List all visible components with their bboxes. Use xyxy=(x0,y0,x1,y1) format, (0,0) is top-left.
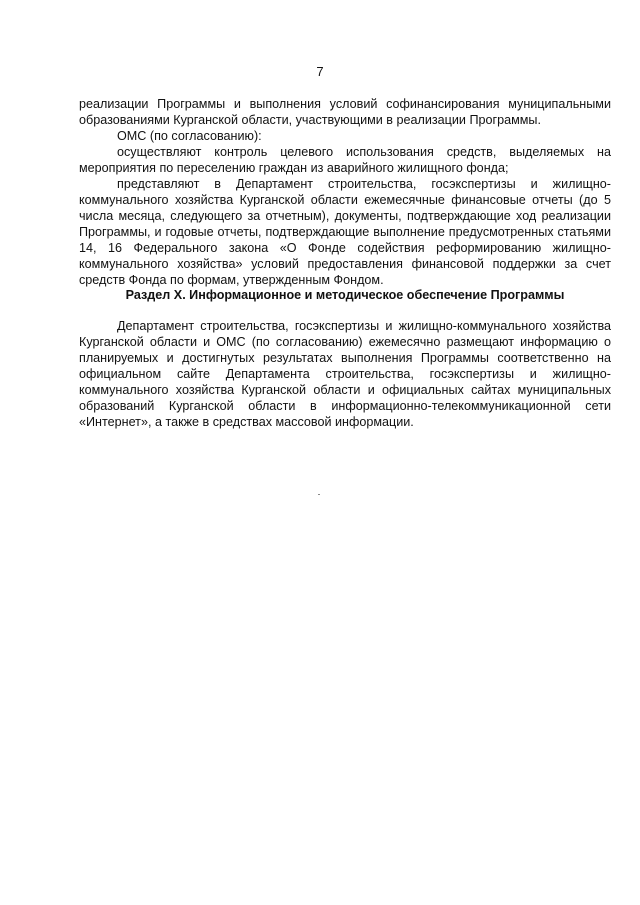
paragraph-oms-reports: представляют в Департамент строительства, госэкспертизы и жилищно-коммунального хозяйства Курганской области ежемесячные финансовые отчеты (до 5 числа месяца, следующего за отчетным), документы, подтверждающие ход реализации Программы, и годовые отчеты, подтверждающие выполнение предусмотренных статьями 14, 16 Федерального закона «О Фонде содействия реформированию жилищно-коммунального хозяйства» условий предоставления финансовой поддержки за счет средств Фонда по формам, утвержденным Фондом. xyxy=(79,177,611,287)
section-heading: Раздел X. Информационное и методическое обеспечение Программы xyxy=(125,288,565,302)
paragraph-information: Департамент строительства, госэкспертизы и жилищно-коммунального хозяйства Курганской области и ОМС (по согласованию) ежемесячно размещают информацию о планируемых и достигнутых результатах выполнения Программы соответственно на официальном сайте Департамента строительства, госэкспертизы и жилищно-коммунального хозяйства Курганской области и официальных сайтах муниципальных образований Курганской области в информационно-телекоммуникационной сети «Интернет», а также в средствах массовой информации. xyxy=(79,319,611,429)
paragraph-oms-control: осуществляют контроль целевого использования средств, выделяемых на мероприятия по переселению граждан из аварийного жилищного фонда; xyxy=(79,145,611,175)
paragraph-oms-label: ОМС (по согласованию): xyxy=(117,129,262,143)
paragraph-continuation: реализации Программы и выполнения условий софинансирования муниципальными образованиями Курганской области, участвующими в реализации Программы. xyxy=(79,97,611,127)
text-block-information xyxy=(79,318,611,430)
scan-speck xyxy=(318,494,320,495)
page-number: 7 xyxy=(316,64,324,79)
text-block-reporting xyxy=(79,96,611,288)
